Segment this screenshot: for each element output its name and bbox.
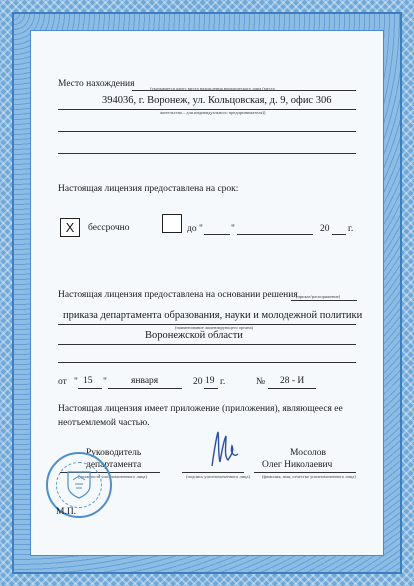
until-day-line (204, 234, 230, 235)
term-heading: Настоящая лицензия предоставлена на срок: (58, 184, 239, 194)
seal-label: М.П. (56, 507, 77, 517)
signature-scribble (202, 424, 242, 474)
date-year-line (204, 388, 218, 389)
appendix-line-1: Настоящая лицензия имеет приложение (приложения), являющееся ее (58, 404, 343, 414)
until-year-prefix: 20 (320, 224, 330, 234)
location-label: Место нахождения (58, 79, 135, 89)
appendix-line-2: неотъемлемой частью. (58, 418, 150, 428)
location-hint-2: жительства – для индивидуального предпринимателя)) (160, 110, 266, 115)
date-month-line (108, 388, 182, 389)
location-hint-1: (указывается адрес места нахождения юридического лица (место (150, 86, 276, 91)
checkbox-until (162, 214, 182, 233)
position-hint: (должность уполномоченного лица) (78, 474, 147, 479)
basis-rule-3 (58, 362, 356, 363)
date-quote-close: " (103, 377, 107, 387)
signer-hint: (фамилия, имя, отчество уполномоченного лица) (262, 474, 356, 479)
date-year-suffix: г. (220, 377, 226, 387)
basis-line-2: Воронежской области (145, 330, 243, 341)
checkbox-indefinite: X (60, 218, 80, 237)
license-number: 28 - И (280, 376, 305, 386)
date-day: 15 (83, 376, 93, 386)
location-address: 394036, г. Воронеж, ул. Кольцовская, д. 9, офис 306 (102, 95, 332, 106)
blank-line-1 (58, 131, 356, 132)
basis-rule-2 (58, 344, 356, 345)
option-until: до " (187, 224, 203, 234)
signature-line (182, 472, 244, 473)
signer-line (254, 472, 356, 473)
number-sign: № (256, 377, 266, 387)
basis-line-1: приказа департамента образования, науки и молодежной политики (63, 310, 363, 321)
coat-of-arms-icon (66, 470, 92, 500)
basis-hint-mid: (наименование лицензирующего органа) (175, 325, 254, 330)
date-day-line (78, 388, 102, 389)
number-line (268, 388, 316, 389)
option-indefinite: бессрочно (88, 223, 130, 233)
basis-hint-right: (приказ/распоряжение) (296, 294, 341, 299)
signer-surname: Мосолов (290, 448, 327, 458)
position-line-2: департамента (86, 460, 142, 470)
signer-name: Олег Николаевич (262, 460, 333, 470)
date-year: 19 (205, 376, 215, 386)
basis-line-short (291, 300, 357, 301)
position-line-1: Руководитель (86, 448, 142, 458)
until-month-line (237, 234, 313, 235)
until-quote: " (231, 224, 235, 234)
signature-hint: (подпись уполномоченного лица) (186, 474, 250, 479)
blank-line-2 (58, 153, 356, 154)
date-from: от (58, 377, 67, 387)
date-month: января (131, 376, 159, 386)
until-year-line (332, 234, 346, 235)
basis-heading: Настоящая лицензия предоставлена на основании решения (58, 290, 298, 300)
until-year-suffix: г. (348, 224, 354, 234)
date-year-prefix: 20 (193, 377, 203, 387)
date-quote-open: " (74, 377, 78, 387)
